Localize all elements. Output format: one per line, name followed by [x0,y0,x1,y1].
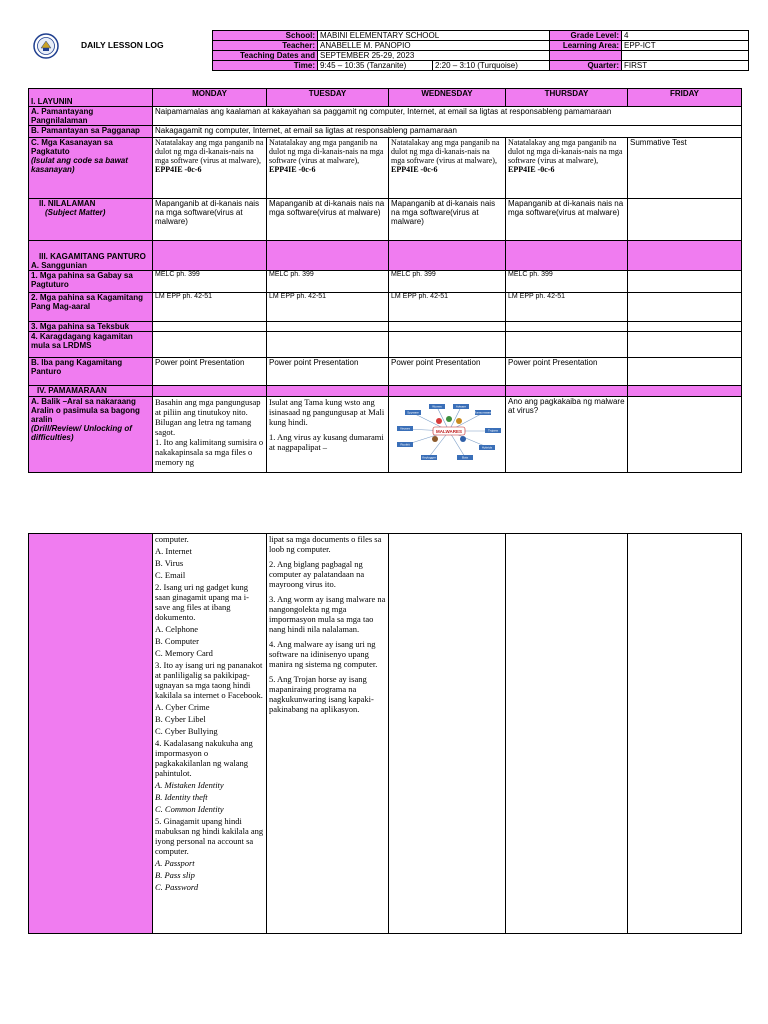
kagamitan-label: III. KAGAMITANG PANTURO A. Sanggunian [29,241,153,271]
kasanayan-thursday: Natatalakay ang mga panganib na dulot ng mga di-kanais-nais na mga software (virus at malware), EPP4IE -0c-6 [506,138,628,199]
gabay-label: 1. Mga pahina sa Gabay sa Pagtuturo [29,271,153,293]
lm-tuesday: LM EPP ph. 42-51 [267,293,389,322]
diagram-label-1: Spyware [407,410,419,415]
lesson-table-page-1 [28,88,742,473]
time-label: Time: [213,61,318,71]
nilalaman-thursday: Mapanganib at di-kanais nais na mga software(virus at malware) [506,199,628,241]
gabay-thursday: MELC ph. 399 [506,271,628,293]
diagram-label-5: Trojans [488,428,498,433]
kasanayan-wednesday: Natatalakay ang mga panganib na dulot ng mga di-kanais-nais na mga software (virus at malware), EPP4IE -0c-6 [389,138,506,199]
diagram-label-2: Worms [432,404,442,409]
balik-thursday: Ano ang pagkakaiba ng malware at virus? [506,397,628,473]
nilalaman-label: II. NILALAMAN (Subject Matter) [29,199,153,241]
iba-monday: Power point Presentation [153,358,267,386]
grade-label: Grade Level: [550,31,622,41]
kagamitan-mag-label: 2. Mga pahina sa Kagamitang Pang Mag-aaral [29,293,153,322]
summative-test: Summative Test [628,138,742,199]
kasanayan-monday: Natatalakay ang mga panganib na dulot ng mga di-kanais-nais na mga software (virus at malware), EPP4IE -0c-6 [153,138,267,199]
pamantayang-text: Naipamamalas ang kaalaman at kakayahan sa paggamit ng computer, Internet, at email sa ligtas at responsableng pamamaraan [153,107,742,126]
diagram-label-10: Bots [461,455,469,460]
time-value-a: 9:45 – 10:35 (Tanzanite) [318,61,433,71]
karagdagang-label: 4. Karagdagang kagamitan mula sa LRDMS [29,332,153,358]
pamamaraan-heading: IV. PAMAMARAAN [29,386,153,397]
area-value: EPP-ICT [622,41,749,51]
nilalaman-monday: Mapanganib at di-kanais nais na mga software(virus at malware) [153,199,267,241]
quarter-label: Quarter: [550,61,622,71]
diagram-label-4: Ransomware [474,410,492,415]
malware-diagram [393,401,505,463]
gabay-monday: MELC ph. 399 [153,271,267,293]
diagram-center-label: MALWARES [435,429,463,434]
gabay-tuesday: MELC ph. 399 [267,271,389,293]
quarter-value: FIRST [622,61,749,71]
iba-tuesday: Power point Presentation [267,358,389,386]
nilalaman-tuesday: Mapanganib at di-kanais nais na mga software(virus at malware) [267,199,389,241]
lm-thursday: LM EPP ph. 42-51 [506,293,628,322]
lm-monday: LM EPP ph. 42-51 [153,293,267,322]
day-wednesday: WEDNESDAY [389,89,506,107]
diagram-label-6: Viruses [400,426,410,431]
page2-tuesday: lipat sa mga documents o files sa loob ng computer. 2. Ang biglang pagbagal ng computer ay palatandaan na mayroong virus ito. 3. Ang worm ay isang malware na nangongolekta ng mga impormasyon mula sa mga tao nang hindi nila nalalaman. 4. Ang malware ay isang uri ng software na idinisenyo upang manira ng sistema ng computer. 5. Ang Trojan horse ay isang mapaniraing programa na nagkukunwaring isang kapaki-pakinabang na aplikasyon. [267,534,389,934]
day-monday: MONDAY [153,89,267,107]
pagganap-label: B. Pamantayan sa Pagganap [29,126,153,138]
diagram-label-7: Rootkit [400,442,410,447]
document-title: DAILY LESSON LOG [81,40,164,50]
teacher-value: ANABELLE M. PANOPIO [318,41,550,51]
diagram-label-9: Keylogger [422,455,436,460]
nilalaman-wednesday: Mapanganib at di-kanais nais na mga software(virus at malware) [389,199,506,241]
day-thursday: THURSDAY [506,89,628,107]
pagganap-text: Nakagagamit ng computer, Internet, at email sa ligtas at responsableng pamamaraan [153,126,742,138]
layunin-heading: I. LAYUNIN [29,89,153,107]
time-value-b: 2:20 – 3:10 (Turquoise) [433,61,550,71]
malware-diagram-cell [389,397,506,473]
grade-value: 4 [622,31,749,41]
school-value: MABINI ELEMENTARY SCHOOL [318,31,550,41]
balik-label: A. Balik –Aral sa nakaraang Aralin o pasimula sa bagong aralin (Drill/Review/ Unlocking of difficulties) [29,397,153,473]
header-info-table [212,30,749,71]
balik-tuesday: Isulat ang Tama kung wsto ang isinasaad ng pangungusap at Mali kung hindi. 1. Ang virus ay kusang dumarami at nagpapalipat – [267,397,389,473]
kasanayan-label: C. Mga Kasanayan sa Pagkatuto (Isulat ang code sa bawat kasanayan) [29,138,153,199]
lesson-table-page-2 [28,533,742,934]
iba-thursday: Power point Presentation [506,358,628,386]
iba-label: B. Iba pang Kagamitang Panturo [29,358,153,386]
area-label: Learning Area: [550,41,622,51]
teacher-label: Teacher: [213,41,318,51]
dates-label: Teaching Dates and [213,51,318,61]
deped-seal-logo [33,33,59,59]
lm-wednesday: LM EPP ph. 42-51 [389,293,506,322]
diagram-label-8: Hybrids [481,445,493,450]
day-friday: FRIDAY [628,89,742,107]
balik-monday: Basahin ang mga pangungusap at piliin ang tinutukoy nito. Bilugan ang letra ng tamang sagot. 1. Ito ang kalimitang sumisira o nakakapinsala sa mga files o memory ng [153,397,267,473]
gabay-wednesday: MELC ph. 399 [389,271,506,293]
school-label: School: [213,31,318,41]
dates-value: SEPTEMBER 25-29, 2023 [318,51,550,61]
page2-monday: computer. A. Internet B. Virus C. Email 2. Isang uri ng gadget kung saan ginagamit upang ma i-save ang files at ibang dokumento. A. Celphone B. Computer C. Memory Card 3. Ito ay isang uri ng pananakot at panliligalig sa pakikipag-ugnayan sa mga taong hindi kakilala sa internet o Facebook. A. Cyber Crime B. Cyber Libel C. Cyber Bullying 4. Kadalasang nakukuha ang impormasyon o pagkakakilanlan ng walang pahintulot. A. Mistaken Identity B. Identity theft C. Common Identity 5. Ginagamit upang hindi mabuksan ng hindi kakilala ang iyong personal na account sa computer. A. Passport B. Pass slip C. Password [153,534,267,934]
iba-wednesday: Power point Presentation [389,358,506,386]
day-tuesday: TUESDAY [267,89,389,107]
page2-label-cell [29,534,153,934]
kasanayan-tuesday: Natatalakay ang mga panganib na dulot ng mga di-kanais-nais na mga software (virus at malware), EPP4IE -0c-6 [267,138,389,199]
teksbuk-label: 3. Mga pahina sa Teksbuk [29,322,153,332]
pamantayang-label: A. Pamantayang Pangnilalaman [29,107,153,126]
diagram-label-3: Adware [455,404,467,409]
